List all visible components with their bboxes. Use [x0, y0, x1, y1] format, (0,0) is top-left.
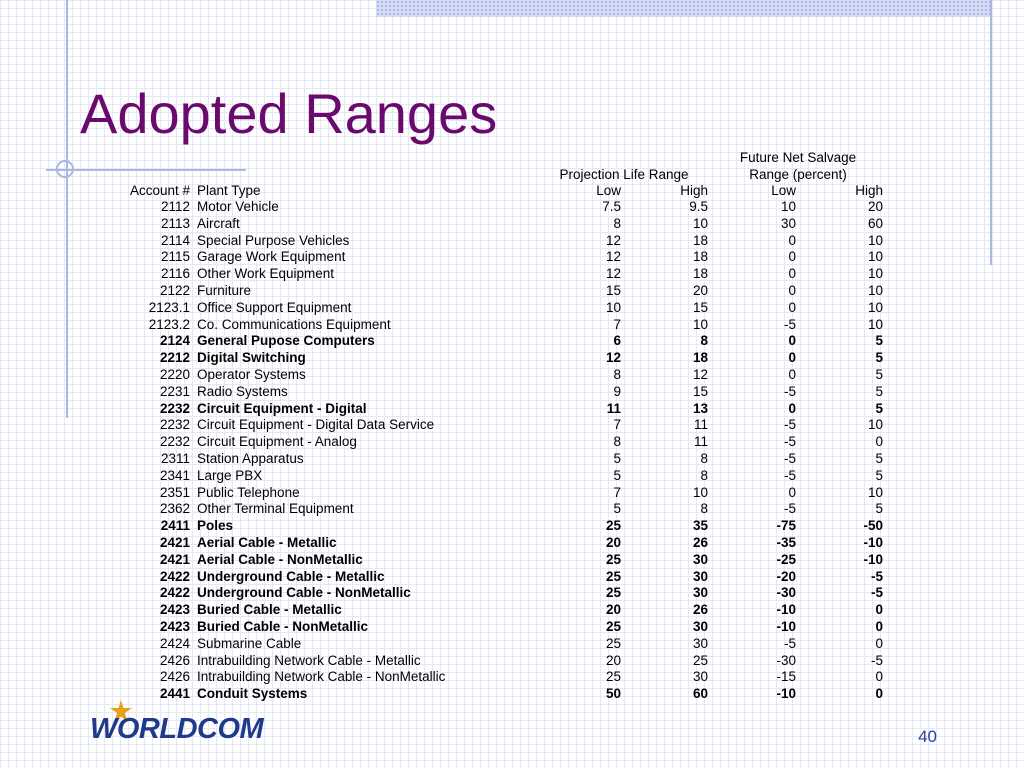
row-salvage-high: 0: [875, 618, 883, 634]
row-projection-high: 10: [692, 215, 708, 231]
row-salvage-high: 5: [875, 400, 883, 416]
row-account: 2123.2: [148, 316, 190, 332]
row-plant-type: Other Work Equipment: [197, 266, 335, 282]
row-salvage-high: 0: [875, 686, 883, 702]
table-row: [0, 417, 1024, 434]
row-plant-type: Circuit Equipment - Digital: [197, 400, 367, 416]
row-salvage-high: 10: [867, 282, 883, 298]
row-salvage-low: -5: [783, 383, 796, 399]
column-header-proj-low: Low: [596, 183, 621, 198]
row-projection-low: 8: [613, 215, 621, 231]
row-plant-type: Radio Systems: [197, 383, 288, 399]
table-row: [0, 401, 1024, 418]
row-salvage-low: -15: [776, 669, 796, 685]
row-projection-high: 9.5: [689, 199, 708, 214]
row-account: 2115: [160, 249, 190, 265]
row-projection-low: 5: [613, 467, 621, 483]
row-salvage-high: 60: [867, 215, 883, 231]
row-salvage-high: 10: [867, 417, 883, 433]
row-plant-type: Poles: [197, 518, 234, 534]
row-account: 2232: [159, 434, 190, 450]
row-projection-high: 15: [692, 299, 708, 315]
row-salvage-high: 0: [875, 602, 883, 618]
row-salvage-low: 0: [788, 484, 796, 500]
table-row: [0, 434, 1024, 451]
row-projection-high: 10: [692, 316, 708, 332]
row-salvage-high: 10: [867, 316, 883, 332]
row-projection-high: 10: [692, 484, 708, 500]
row-projection-low: 5: [613, 450, 621, 466]
row-plant-type: Underground Cable - Metallic: [197, 568, 385, 584]
row-projection-high: 30: [692, 669, 708, 685]
row-projection-high: 30: [692, 618, 708, 634]
row-plant-type: Circuit Equipment - Analog: [197, 434, 357, 450]
row-salvage-low: 0: [788, 400, 796, 416]
table-row: [0, 653, 1024, 670]
table-row: [0, 384, 1024, 401]
row-plant-type: Motor Vehicle: [197, 199, 279, 214]
row-account: 2116: [160, 266, 190, 282]
title-underline-rule: [46, 169, 246, 171]
row-projection-low: 25: [605, 568, 621, 584]
row-account: 2411: [160, 518, 190, 534]
table-row: [0, 317, 1024, 334]
row-plant-type: Digital Switching: [197, 350, 306, 366]
row-salvage-low: -10: [776, 686, 796, 702]
row-plant-type: Buried Cable - Metallic: [197, 602, 342, 618]
row-account: 2122: [159, 282, 190, 298]
row-projection-low: 50: [605, 686, 621, 702]
row-salvage-high: -10: [863, 551, 883, 567]
row-salvage-low: -5: [783, 450, 796, 466]
row-plant-type: Public Telephone: [197, 484, 300, 500]
row-projection-high: 60: [692, 686, 708, 702]
row-salvage-low: 0: [788, 350, 796, 366]
header-projection-range: Projection Life Range: [559, 167, 689, 182]
table-row: [0, 199, 1024, 216]
row-account: 2423: [159, 618, 190, 634]
row-account: 2220: [159, 366, 190, 382]
row-projection-low: 12: [605, 350, 621, 366]
row-projection-high: 30: [692, 551, 708, 567]
table-row: [0, 233, 1024, 250]
row-salvage-high: 20: [867, 199, 883, 214]
row-projection-high: 8: [700, 501, 708, 517]
row-projection-low: 8: [613, 434, 621, 450]
row-plant-type: Office Support Equipment: [197, 299, 352, 315]
row-projection-high: 18: [692, 249, 708, 265]
row-projection-high: 26: [692, 602, 708, 618]
row-projection-low: 7: [613, 316, 621, 332]
row-plant-type: Buried Cable - NonMetallic: [197, 618, 369, 634]
row-account: 2351: [159, 484, 190, 500]
table-row: [0, 569, 1024, 586]
row-salvage-high: 0: [875, 635, 883, 651]
row-plant-type: Intrabuilding Network Cable - NonMetallic: [197, 669, 446, 685]
table-row: [0, 333, 1024, 350]
row-projection-high: 30: [692, 635, 708, 651]
row-projection-high: 18: [692, 350, 708, 366]
table-row: [0, 501, 1024, 518]
row-salvage-high: 10: [867, 484, 883, 500]
row-salvage-high: 5: [875, 467, 883, 483]
row-projection-high: 8: [700, 450, 708, 466]
row-salvage-high: 5: [875, 333, 883, 349]
row-salvage-high: 5: [875, 383, 883, 399]
table-row: [0, 669, 1024, 686]
row-projection-low: 20: [605, 652, 621, 668]
row-salvage-high: 5: [875, 366, 883, 382]
row-plant-type: Intrabuilding Network Cable - Metallic: [197, 652, 421, 668]
row-plant-type: Submarine Cable: [197, 635, 302, 651]
table-row: [0, 300, 1024, 317]
row-salvage-high: 5: [875, 350, 883, 366]
row-salvage-low: -20: [776, 568, 796, 584]
row-salvage-low: -25: [776, 551, 796, 567]
row-projection-low: 20: [605, 534, 621, 550]
row-account: 2422: [159, 568, 190, 584]
row-plant-type: Large PBX: [197, 467, 263, 483]
row-account: 2212: [159, 350, 190, 366]
row-salvage-high: 0: [875, 434, 883, 450]
row-salvage-high: -10: [863, 534, 883, 550]
row-salvage-high: 0: [875, 669, 883, 685]
row-account: 2426: [159, 669, 190, 685]
row-plant-type: Garage Work Equipment: [197, 249, 346, 265]
row-projection-high: 30: [692, 585, 708, 601]
table-row: [0, 216, 1024, 233]
row-salvage-low: -5: [783, 501, 796, 517]
row-salvage-low: -35: [776, 534, 796, 550]
row-salvage-low: -30: [776, 585, 796, 601]
row-plant-type: Co. Communications Equipment: [197, 316, 391, 332]
row-projection-high: 15: [692, 383, 708, 399]
table-row: [0, 585, 1024, 602]
row-salvage-low: 30: [780, 215, 796, 231]
row-plant-type: Aircraft: [197, 215, 240, 231]
row-account: 2422: [159, 585, 190, 601]
row-projection-low: 7: [613, 484, 621, 500]
row-salvage-low: -5: [783, 635, 796, 651]
row-plant-type: Special Purpose Vehicles: [197, 232, 350, 248]
row-plant-type: Circuit Equipment - Digital Data Service: [197, 417, 435, 433]
table-row: [0, 552, 1024, 569]
row-account: 2426: [159, 652, 190, 668]
row-account: 2421: [159, 551, 190, 567]
row-account: 2441: [159, 686, 190, 702]
table-row: [0, 619, 1024, 636]
row-plant-type: Underground Cable - NonMetallic: [197, 585, 411, 601]
row-plant-type: Operator Systems: [197, 366, 306, 382]
row-salvage-high: 10: [867, 266, 883, 282]
row-projection-low: 6: [613, 333, 621, 349]
table-row: [0, 451, 1024, 468]
row-salvage-high: -50: [863, 518, 883, 534]
row-plant-type: Station Apparatus: [197, 450, 304, 466]
worldcom-logo: [90, 700, 274, 748]
row-account: 2362: [159, 501, 190, 517]
table-row: [0, 518, 1024, 535]
row-salvage-low: -75: [776, 518, 796, 534]
row-projection-low: 25: [605, 585, 621, 601]
row-projection-low: 12: [605, 232, 621, 248]
row-projection-low: 25: [605, 518, 621, 534]
row-account: 2341: [159, 467, 190, 483]
row-account: 2311: [160, 450, 190, 466]
row-plant-type: Aerial Cable - Metallic: [197, 534, 337, 550]
row-salvage-low: -10: [776, 602, 796, 618]
header-salvage-line2: Range (percent): [749, 167, 847, 182]
row-salvage-high: 5: [875, 501, 883, 517]
row-projection-low: 25: [605, 669, 621, 685]
row-salvage-low: 0: [788, 282, 796, 298]
row-salvage-high: -5: [870, 568, 883, 584]
table-row: [0, 367, 1024, 384]
row-projection-low: 20: [605, 602, 621, 618]
row-plant-type: Furniture: [197, 282, 252, 298]
row-projection-high: 20: [692, 282, 708, 298]
table-row: [0, 249, 1024, 266]
page-number: 40: [918, 727, 937, 746]
row-projection-high: 13: [692, 400, 708, 416]
row-salvage-low: -5: [783, 316, 796, 332]
column-header-salv-high: High: [855, 183, 883, 198]
row-salvage-low: 0: [788, 249, 796, 265]
row-account: 2124: [159, 333, 190, 349]
row-salvage-low: 0: [788, 333, 796, 349]
row-projection-low: 12: [605, 266, 621, 282]
table-row: [0, 468, 1024, 485]
row-salvage-low: -5: [783, 434, 796, 450]
row-projection-low: 7: [613, 417, 621, 433]
row-projection-high: 18: [692, 232, 708, 248]
row-salvage-low: 0: [788, 266, 796, 282]
row-projection-low: 12: [605, 249, 621, 265]
row-salvage-low: 0: [788, 299, 796, 315]
column-header-salv-low: Low: [771, 183, 796, 198]
row-projection-low: 10: [605, 299, 621, 315]
row-salvage-low: -5: [783, 417, 796, 433]
table-row: [0, 602, 1024, 619]
row-salvage-low: 10: [780, 199, 796, 214]
row-account: 2112: [160, 199, 190, 214]
row-salvage-low: -10: [776, 618, 796, 634]
row-account: 2232: [159, 400, 190, 416]
row-projection-high: 11: [693, 434, 708, 450]
column-header-plant-type: Plant Type: [197, 183, 261, 198]
row-projection-high: 26: [692, 534, 708, 550]
ranges-table-body: [0, 199, 1024, 703]
row-projection-high: 18: [692, 266, 708, 282]
row-projection-high: 30: [692, 568, 708, 584]
table-row: [0, 283, 1024, 300]
slide-title: Adopted Ranges: [80, 82, 498, 145]
row-account: 2113: [160, 215, 190, 231]
row-account: 2423: [159, 602, 190, 618]
table-row: [0, 350, 1024, 367]
row-account: 2421: [159, 534, 190, 550]
row-salvage-low: 0: [788, 232, 796, 248]
row-projection-high: 25: [692, 652, 708, 668]
row-account: 2123.1: [148, 299, 190, 315]
row-salvage-high: -5: [870, 652, 883, 668]
row-account: 2114: [160, 232, 190, 248]
row-plant-type: General Pupose Computers: [197, 333, 375, 349]
top-decorative-band: [376, 0, 990, 17]
table-row: [0, 535, 1024, 552]
row-salvage-high: -5: [870, 585, 883, 601]
row-projection-high: 11: [693, 417, 708, 433]
column-header-proj-high: High: [680, 183, 708, 198]
row-projection-high: 8: [700, 333, 708, 349]
row-plant-type: Other Terminal Equipment: [197, 501, 354, 517]
table-row: [0, 266, 1024, 283]
row-salvage-high: 10: [867, 232, 883, 248]
row-projection-high: 8: [700, 467, 708, 483]
table-row: [0, 636, 1024, 653]
row-projection-high: 35: [692, 518, 708, 534]
row-plant-type: Aerial Cable - NonMetallic: [197, 551, 363, 567]
header-salvage-line1: Future Net Salvage: [739, 150, 857, 165]
row-projection-low: 5: [613, 501, 621, 517]
row-projection-high: 12: [692, 366, 708, 382]
row-projection-low: 7.5: [602, 199, 621, 214]
row-salvage-high: 10: [867, 299, 883, 315]
row-salvage-high: 5: [875, 450, 883, 466]
table-row: [0, 485, 1024, 502]
row-projection-low: 15: [605, 282, 621, 298]
row-projection-low: 11: [606, 400, 621, 416]
column-header-account: Account #: [129, 183, 190, 198]
row-account: 2424: [159, 635, 190, 651]
row-projection-low: 25: [605, 618, 621, 634]
row-salvage-low: -30: [776, 652, 796, 668]
row-account: 2231: [159, 383, 190, 399]
row-projection-low: 9: [613, 383, 621, 399]
row-projection-low: 25: [605, 551, 621, 567]
logo-wordmark: WORLDCOM: [90, 713, 264, 745]
row-projection-low: 25: [605, 635, 621, 651]
row-salvage-low: 0: [788, 366, 796, 382]
row-account: 2232: [159, 417, 190, 433]
row-plant-type: Conduit Systems: [197, 686, 308, 702]
row-projection-low: 8: [613, 366, 621, 382]
row-salvage-low: -5: [783, 467, 796, 483]
row-salvage-high: 10: [867, 249, 883, 265]
